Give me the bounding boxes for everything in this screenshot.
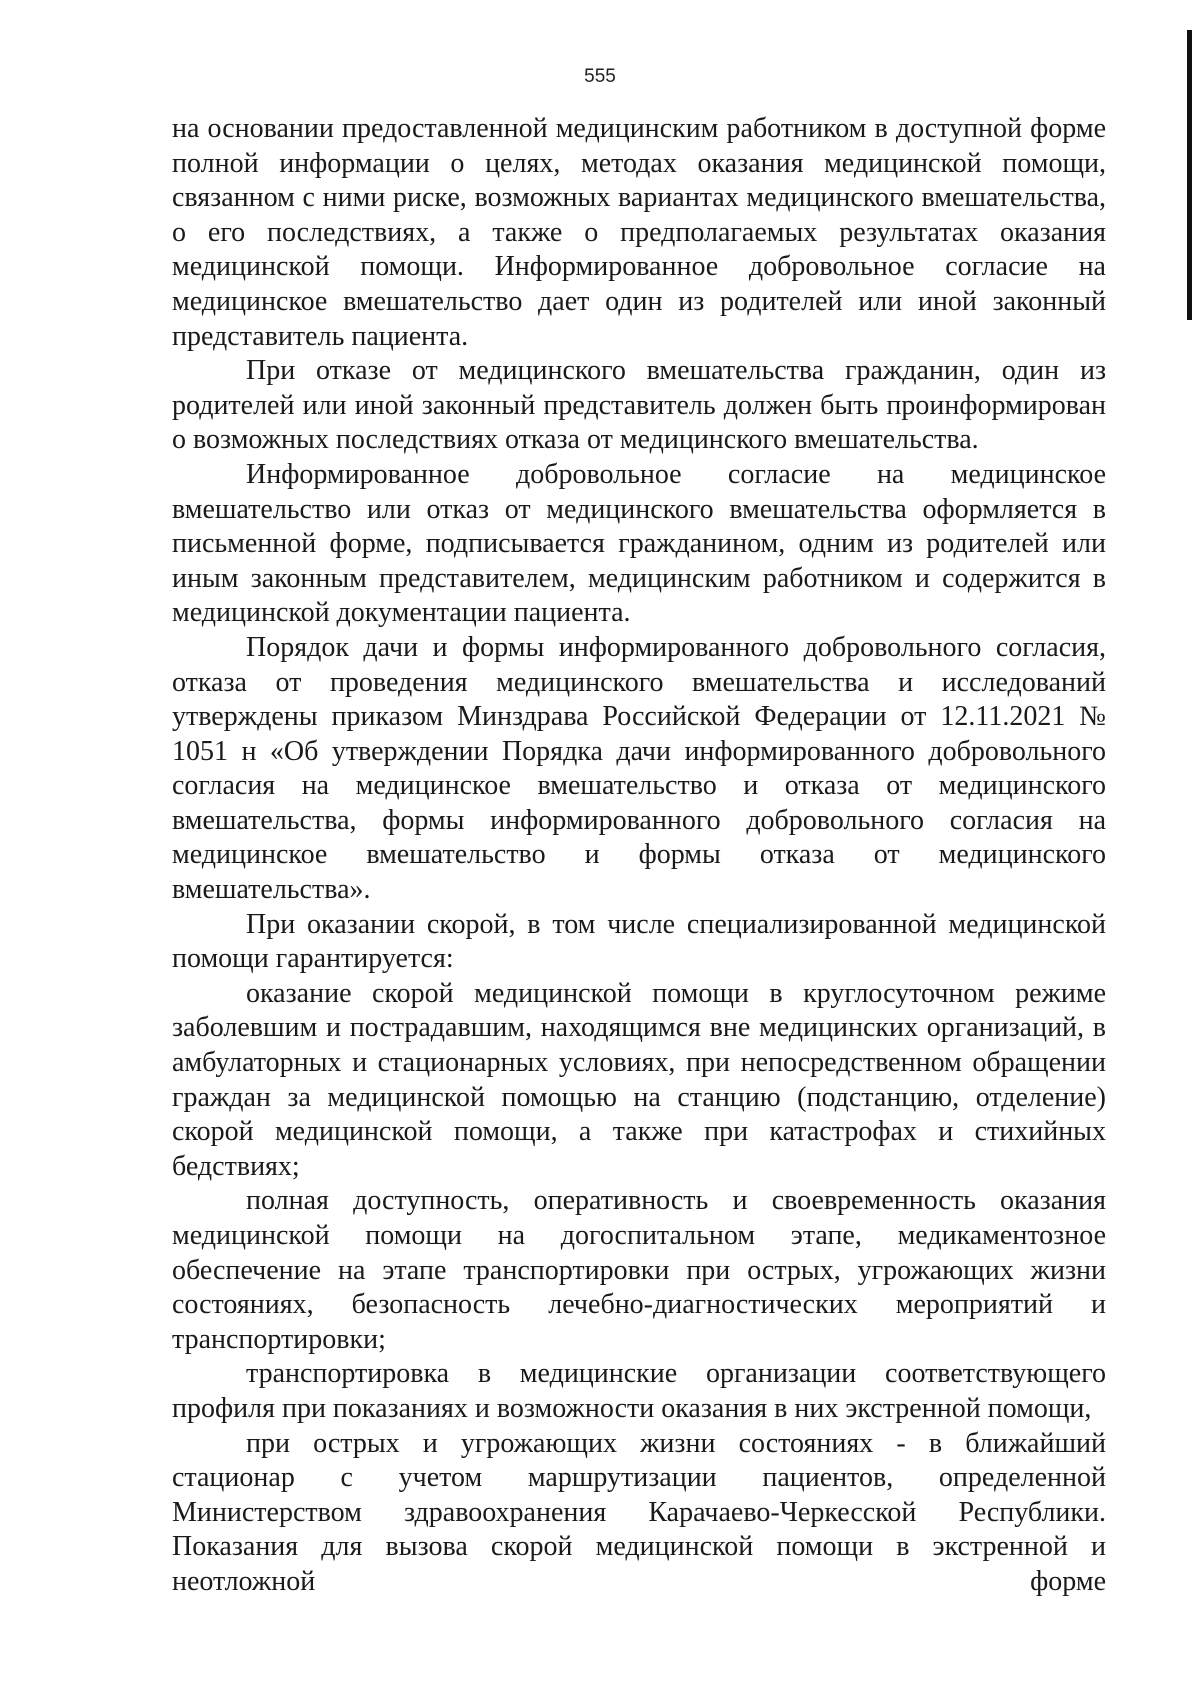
paragraph-refusal-consequences: При отказе от медицинского вмешательства гражданин, один из родителей или иной законный представитель должен быть проинформирован о возможных последствиях отказа от медицинского вмешательства. — [172, 355, 1106, 456]
paragraph-consent-basis: на основании предоставленной медицинским работником в доступной форме полной информации о целях, методах оказания медицинской помощи, связанном с ними риске, возможных вариантах медицинского вмешательства, о его последствиях, а также о предполагаемых результатах оказания медицинской помощи. Информированное добровольное согласие на медицинское вмешательство дает один из родителей или иной законный представитель пациента. — [172, 113, 1106, 352]
paragraph-written-form: Информированное добровольное согласие на медицинское вмешательство или отказ от медицинского вмешательства оформляется в письменной форме, подписывается гражданином, одним из родителей или иным законным представителем, медицинским работником и содержится в медицинской документации пациента. — [172, 458, 1106, 629]
list-item-transportation: транспортировка в медицинские организации соответствующего профиля при показаниях и возможности оказания в них экстренной помощи, — [172, 1358, 1106, 1424]
page-number: 555 — [584, 66, 616, 87]
document-body — [172, 112, 1106, 1600]
paragraph-ambulance-guarantees: При оказании скорой, в том числе специализированной медицинской помощи гарантируется: — [172, 908, 1106, 975]
paragraph-acute-conditions: при острых и угрожающих жизни состояниях - в ближайший стационар с учетом маршрутизации пациентов, определенной Министерством здравоохранения Карачаево-Черкесской Республики. Показания для вызова скорой медицинской помощи в экстренной и неотложной форме — [172, 1427, 1106, 1597]
list-item-round-the-clock: оказание скорой медицинской помощи в круглосуточном режиме заболевшим и пострадавшим, находящимся вне медицинских организаций, в амбулаторных и стационарных условиях, при непосредственном обращении граждан за медицинской помощью на станцию (подстанцию, отделение) скорой медицинской помощи, а также при катастрофах и стихийных бедствиях; — [172, 977, 1106, 1182]
paragraph-order-reference: Порядок дачи и формы информированного добровольного согласия, отказа от проведения медицинского вмешательства и исследований утверждены приказом Минздрава Российской Федерации от 12.11.2021 № 1051 н «Об утверждении Порядка дачи информированного добровольного согласия на медицинское вмешательство и отказа от медицинского вмешательства, формы информированного добровольного согласия на медицинское вмешательство и формы отказа от медицинского вмешательства». — [172, 631, 1106, 906]
list-item-availability: полная доступность, оперативность и своевременность оказания медицинской помощи на догоспитальном этапе, медикаментозное обеспечение на этапе транспортировки при острых, угрожающих жизни состояниях, безопасность лечебно-диагностических мероприятий и транспортировки; — [172, 1185, 1106, 1355]
scan-margin-mark — [1187, 30, 1192, 320]
